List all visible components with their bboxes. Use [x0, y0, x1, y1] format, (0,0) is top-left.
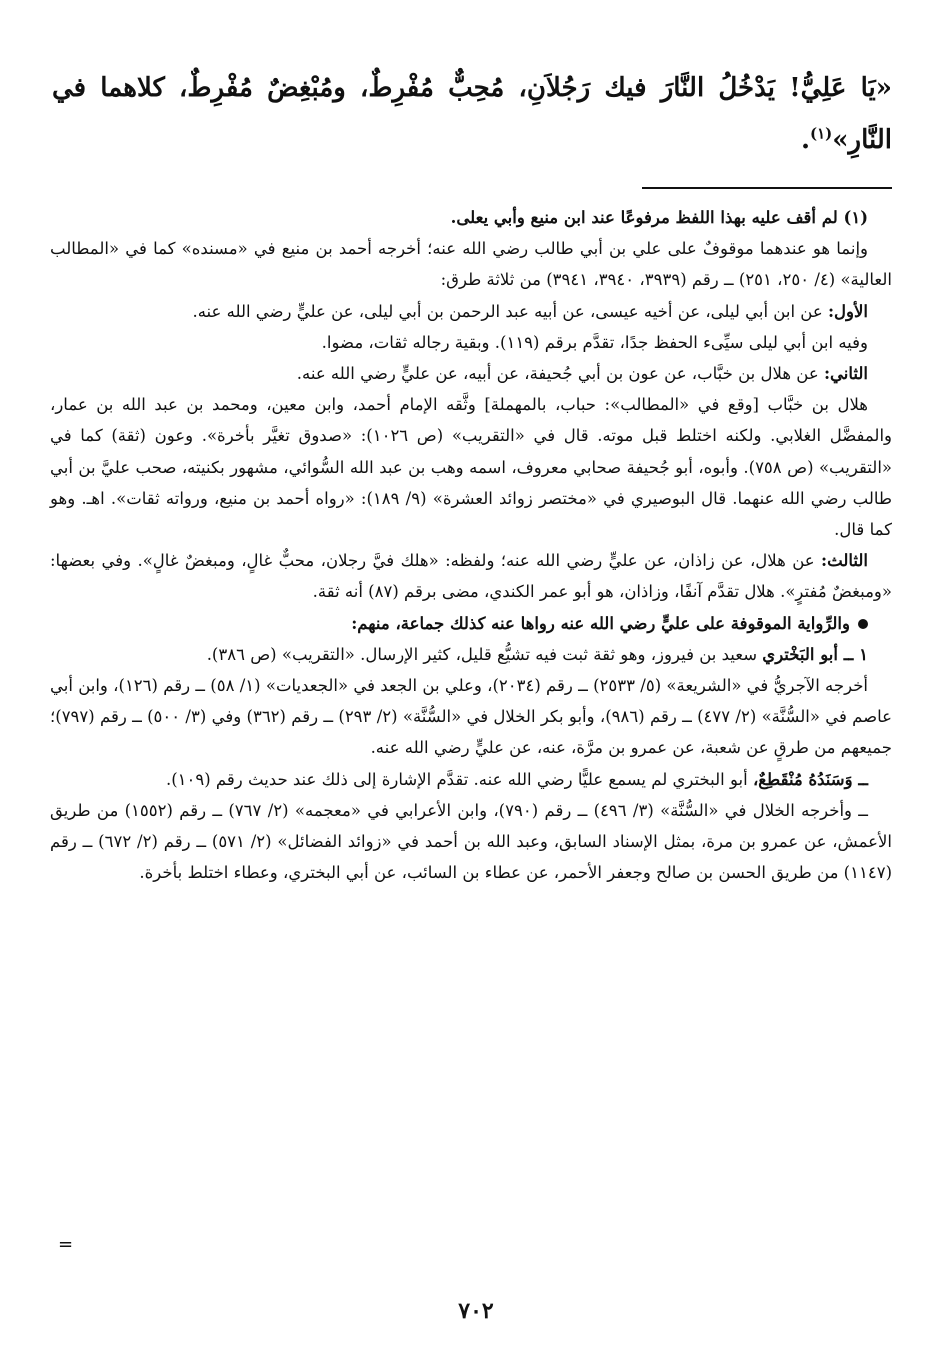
footnote-paragraph-5	[50, 358, 892, 389]
page-number: ٧٠٢	[458, 1298, 494, 1324]
footnote-paragraph-3	[50, 296, 892, 327]
footnote-paragraph-7	[50, 545, 892, 607]
route-text-second: عن هلال بن خبَّاب، عن عون بن أبي جُحيفة، عن أبيه، عن عليٍّ رضي الله عنه.	[296, 364, 824, 384]
bullet-icon	[858, 619, 868, 629]
footnotes	[50, 202, 892, 888]
footnote-marker: (١)	[810, 124, 833, 143]
bullet-text: والرِّواية الموقوفة على عليٍّ رضي الله عنه رواها عنه كذلك جماعة، منهم:	[351, 613, 850, 633]
footnote-paragraph-9	[50, 639, 892, 670]
footnote-paragraph-11	[50, 764, 892, 795]
footnote-separator	[642, 187, 892, 189]
footnote-paragraph-10: أخرجه الآجريُّ في «الشريعة» (٥/ ٢٥٣٣) ــ رقم (٢٠٣٤)، وعلي بن الجعد في «الجعديات» (١/ ٥٨) ــ رقم (١٢٦)، وابن أبي عاصم في «السُّنَّة» (٢/ ٤٧٧) ــ رقم (٩٨٦)، وأبو بكر الخلال في «السُّنَّة» (٢/ ٢٩٣) ــ رقم (٣٦٢) وفي (٣/ ٥٠٠) ــ رقم (٧٩٧)؛ جميعهم من طرقٍ عن شعبة، عن عمرو بن مرَّة، عنه، عن عليٍّ رضي الله عنه.	[50, 676, 893, 758]
footnote-paragraph-1: (١) لم أقف عليه بهذا اللفظ مرفوعًا عند ابن منيع وأبي يعلى.	[450, 208, 868, 227]
isnad-label: ــ وَسَنَدُهُ مُنْقَطِعٌ،	[752, 769, 868, 789]
main-text-end: .	[800, 125, 810, 155]
continuation-mark: =	[58, 1234, 74, 1255]
route-label-second: الثاني:	[823, 364, 868, 384]
footnote-paragraph-8	[50, 608, 892, 639]
route-text-first: عن ابن أبي ليلى، عن أخيه عيسى، عن أبيه عبد الرحمن بن أبي ليلى، عن عليٍّ رضي الله عنه.	[192, 301, 828, 321]
narrator-label: ١ ــ أبو البَخْتري	[762, 644, 868, 664]
footnote-paragraph-6: هلال بن خبَّاب [وقع في «المطالب»: حباب، بالمهملة] وثَّقه الإمام أحمد، وابن معين، ومحمد بن عبد الله بن عمار، والمفضَّل الغلابي. ولكنه اختلط قبل موته. قال في «التقريب» (ص ١٠٢٦): «صدوق تغيَّر بأخرة». وعون (ثقة) كما في «التقريب» (ص ٧٥٨). وأبوه، أبو جُحيفة صحابي معروف، اسمه وهب بن عبد الله السُّوائي، مشهور بكنيته، صحب عليَّ بن أبي طالب رضي الله عنهما. قال البوصيري في «مختصر زوائد العشرة» (٩/ ١٨٩): «رواه أحمد بن منيع، ورواته ثقات». اهـ. وهو كما قال.	[50, 395, 893, 540]
route-label-first: الأول:	[827, 301, 868, 321]
isnad-text: أبو البختري لم يسمع عليًّا رضي الله عنه. تقدَّم الإشارة إلى ذلك عند حديث رقم (١٠٩).	[165, 769, 753, 789]
narrator-text: سعيد بن فيروز، وهو ثقة ثبت فيه تشيُّع قليل، كثير الإرسال. «التقريب» (ص ٣٨٦).	[206, 644, 763, 664]
route-label-third: الثالث:	[821, 551, 868, 571]
main-text	[52, 62, 892, 166]
footnote-paragraph-4: وفيه ابن أبي ليلى سيِّىء الحفظ جدًا، تقدَّم برقم (١١٩). وبقية رجاله ثقات، مضوا.	[321, 332, 868, 352]
footnote-paragraph-12: ــ وأخرجه الخلال في «السُّنَّة» (٣/ ٤٩٦) ــ رقم (٧٩٠)، وابن الأعرابي في «معجمه» (٢/ ٧٦٧) ــ رقم (١٥٥٢) من طريق الأعمش، عن عمرو بن مرة، بمثل الإسناد السابق، وعبد الله بن أحمد في «زوائد الفضائل» (٢/ ٥٧١) ــ رقم (٢/ ٦٧٢) ــ رقم (١١٤٧) من طريق الحسن بن صالح وجعفر الأحمر، عن عطاء بن السائب، عن أبي البختري، وعطاء اختلط بأخرة.	[50, 800, 892, 883]
route-text-third: عن هلال، عن زاذان، عن عليٍّ رضي الله عنه؛ ولفظه: «هلك فيَّ رجلان، محبٌّ غالٍ، ومبغضٌ غالٍ». وفي بعضها: «ومبغضٌ مُفترٍ». هلال تقدَّم آنفًا، وزاذان، هو أبو عمر الكندي، مضى برقم (٨٧) أنه ثقة.	[50, 551, 892, 602]
footnote-paragraph-2: وإنما هو عندهما موقوفٌ على علي بن أبي طالب رضي الله عنه؛ أخرجه أحمد بن منيع في «مسنده» كما في «المطالب العالية» (٤/ ٢٥٠، ٢٥١) ــ رقم (٣٩٣٩، ٣٩٤٠، ٣٩٤١) من ثلاثة طرق:	[50, 239, 892, 290]
hadith-text: «يَا عَلِيُّ! يَدْخُلُ النَّارَ فيك رَجُلاَنِ، مُحِبٌّ مُفْرِطٌ، ومُبْغِضٌ مُفْرِطٌ، كلاهما في النَّارِ»	[52, 73, 892, 155]
